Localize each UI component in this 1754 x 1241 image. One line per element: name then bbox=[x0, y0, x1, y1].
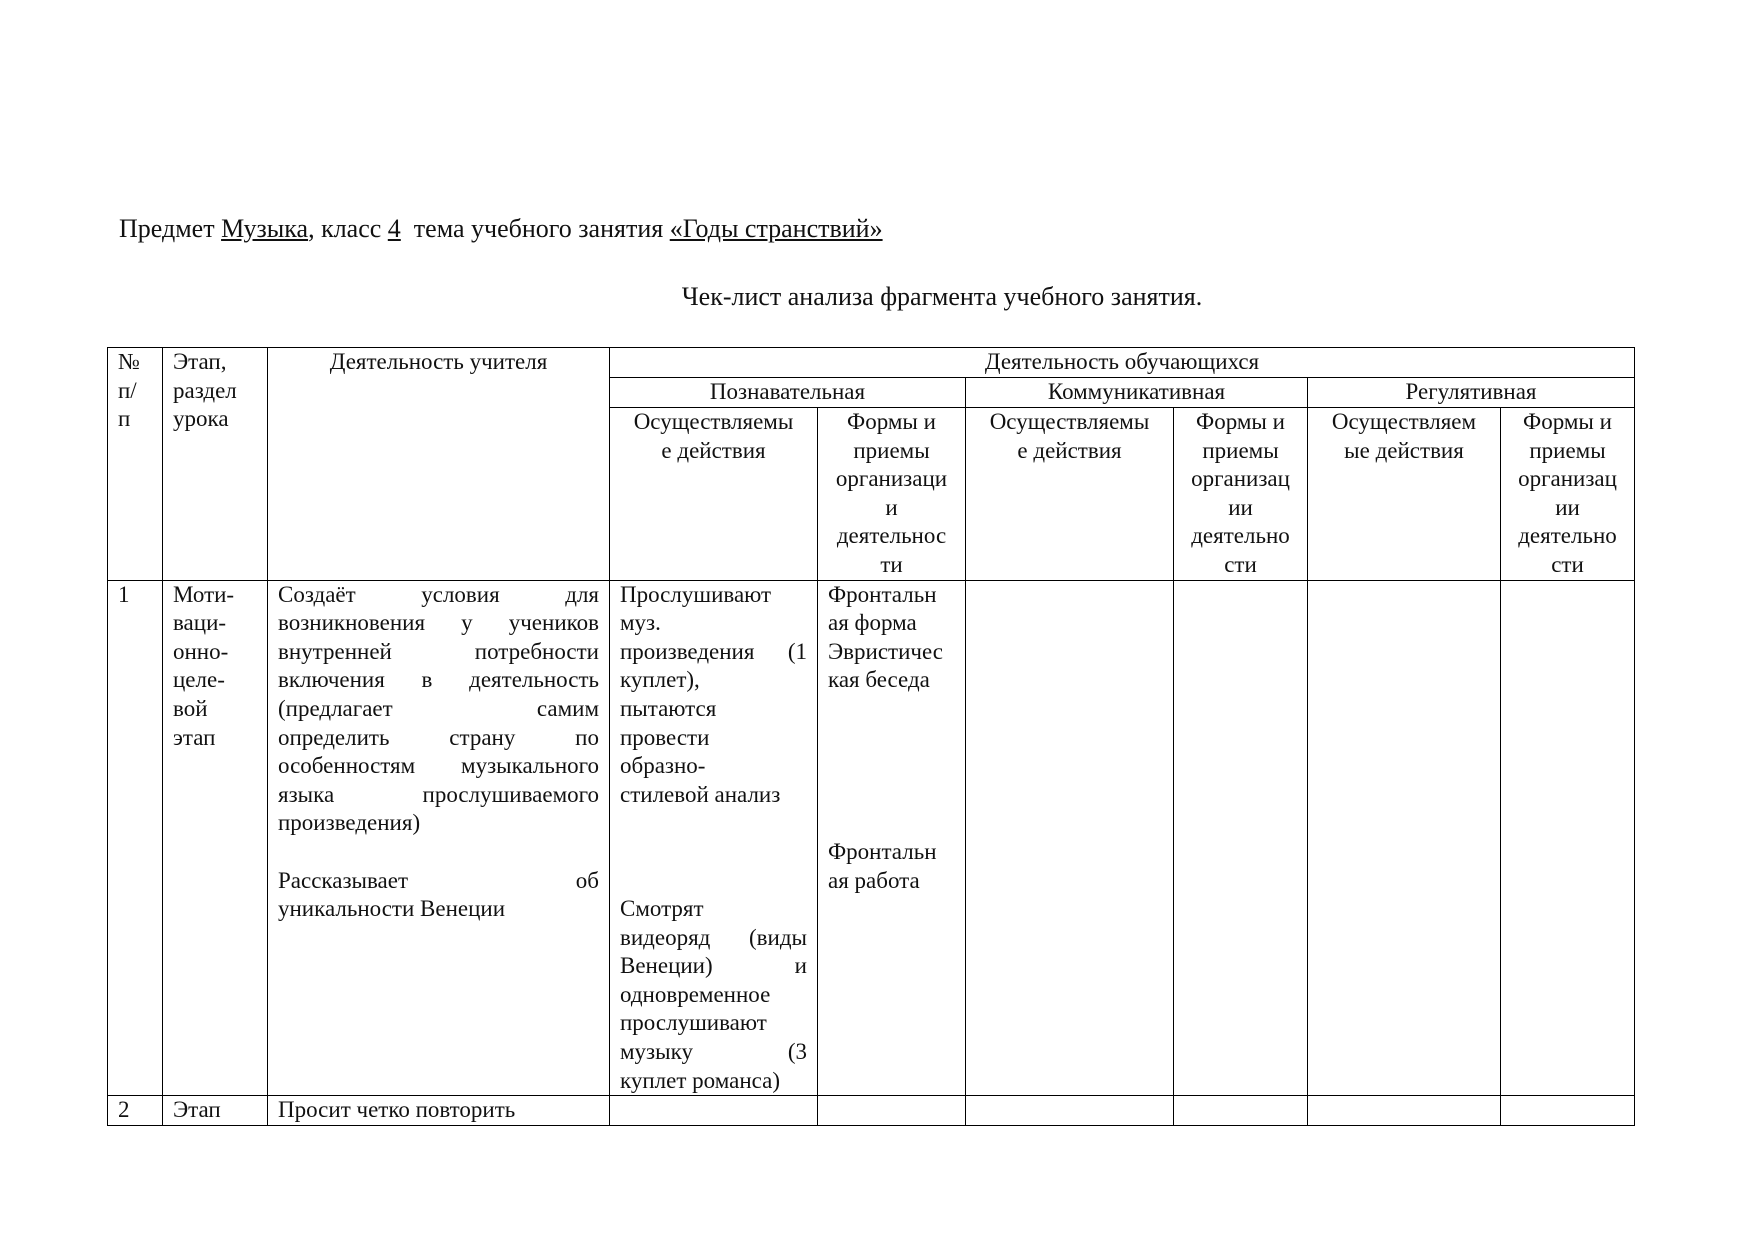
group-cognitive: Познавательная bbox=[610, 378, 966, 408]
checklist-table bbox=[107, 347, 1635, 1126]
row-regulatory-forms bbox=[1501, 580, 1635, 1096]
cell-line: сти bbox=[1224, 551, 1257, 577]
cell-line: п bbox=[118, 406, 131, 432]
sub-forms-cognitive bbox=[818, 408, 966, 581]
cell-line bbox=[620, 809, 807, 838]
cell-line: деятельно bbox=[1191, 523, 1290, 549]
row-communicative-forms bbox=[1174, 1096, 1308, 1126]
cell-line: вой bbox=[173, 695, 208, 721]
row-communicative-forms bbox=[1174, 580, 1308, 1096]
cell-line: сти bbox=[1551, 551, 1584, 577]
cell-line: Формы и bbox=[1523, 409, 1612, 434]
cell-line: особенностям музыкального bbox=[278, 753, 599, 779]
cell-line: приемы bbox=[853, 437, 930, 463]
row-communicative-actions bbox=[966, 580, 1174, 1096]
cell-line: возникновения у учеников bbox=[278, 610, 599, 636]
cell-line bbox=[828, 695, 955, 724]
cell-line: Фронтальн bbox=[828, 581, 937, 607]
cell-line bbox=[620, 838, 807, 867]
cell-line: организаци bbox=[835, 466, 948, 492]
cell-line: Осуществляемы bbox=[633, 409, 794, 434]
cell-line: Венеции) и bbox=[620, 953, 807, 979]
cell-line: № bbox=[118, 349, 140, 374]
row-cognitive-actions bbox=[610, 580, 818, 1096]
cell-line: ваци- bbox=[173, 610, 227, 636]
cell-line: Этап, bbox=[173, 349, 227, 374]
cell-line: провести bbox=[620, 724, 710, 750]
row-number: 1 bbox=[108, 580, 163, 1096]
cell-line: ая работа bbox=[828, 867, 920, 893]
class-label: , класс bbox=[308, 214, 388, 243]
cell-line: Эвристичес bbox=[828, 638, 943, 664]
cell-line: деятельнос bbox=[836, 523, 947, 549]
cell-line: включения в деятельность bbox=[278, 667, 599, 693]
cell-line: пытаются bbox=[620, 695, 717, 721]
row-teacher-activity bbox=[268, 580, 610, 1096]
cell-line bbox=[278, 838, 599, 867]
table-row bbox=[108, 580, 1635, 1096]
row-number: 2 bbox=[108, 1096, 163, 1126]
lesson-header bbox=[119, 212, 883, 246]
header-stage-lines bbox=[173, 348, 257, 434]
cell-line: Осуществляем bbox=[1331, 409, 1477, 434]
cell-line: Фронтальн bbox=[828, 838, 937, 864]
cell-line: кая беседа bbox=[828, 667, 930, 693]
cell-line: ая форма bbox=[828, 610, 917, 636]
cell-line: организац bbox=[1191, 466, 1290, 492]
cell-line: Осуществляемы bbox=[989, 409, 1150, 434]
cell-line: куплет романса) bbox=[620, 1067, 780, 1093]
row-cognitive-actions bbox=[610, 1096, 818, 1126]
cell-line: Просит четко повторить bbox=[278, 1097, 516, 1123]
cell-line: Прослушивают bbox=[620, 581, 772, 607]
cell-line: прослушивают bbox=[620, 1010, 767, 1036]
class-value: 4 bbox=[387, 214, 401, 243]
cell-line: муз. bbox=[620, 610, 661, 636]
cell-line: (предлагает самим bbox=[278, 695, 599, 721]
cell-line: произведения) bbox=[278, 810, 421, 836]
cell-line: стилевой анализ bbox=[620, 781, 781, 807]
header-number bbox=[108, 348, 163, 581]
row-cognitive-forms bbox=[818, 1096, 966, 1126]
cell-line: этап bbox=[173, 724, 216, 750]
document-title: Чек-лист анализа фрагмента учебного занятия. bbox=[681, 282, 1203, 311]
cell-line: урока bbox=[173, 406, 229, 432]
cell-line: уникальности Венеции bbox=[278, 896, 506, 922]
cell-line: Создаёт условия для bbox=[278, 581, 599, 607]
row-regulatory-actions bbox=[1308, 580, 1501, 1096]
cell-line: Рассказывает об bbox=[278, 867, 599, 893]
cell-line: организац bbox=[1518, 466, 1617, 492]
cell-line: ти bbox=[880, 551, 903, 577]
row-stage bbox=[163, 1096, 268, 1126]
row-regulatory-forms bbox=[1501, 1096, 1635, 1126]
cell-line: приемы bbox=[1529, 437, 1606, 463]
cell-line: внутренней потребности bbox=[278, 638, 599, 664]
sub-forms-communicative bbox=[1174, 408, 1308, 581]
header-stage bbox=[163, 348, 268, 581]
topic-value: «Годы странствий» bbox=[669, 214, 883, 243]
cell-line: Этап bbox=[173, 1097, 221, 1123]
cell-line: видеоряд (виды bbox=[620, 924, 807, 950]
cell-line: произведения (1 bbox=[620, 638, 807, 664]
cell-line: е действия bbox=[1017, 437, 1122, 463]
row-communicative-actions bbox=[966, 1096, 1174, 1126]
header-teacher-activity: Деятельность учителя bbox=[268, 348, 610, 581]
cell-line: куплет), bbox=[620, 667, 700, 693]
cell-line: раздел bbox=[173, 377, 237, 403]
cell-line: целе- bbox=[173, 667, 225, 693]
cell-line bbox=[828, 809, 955, 838]
cell-line: Смотрят bbox=[620, 896, 704, 922]
cell-line: ии bbox=[1228, 494, 1253, 520]
cell-line: языка прослушиваемого bbox=[278, 781, 599, 807]
cell-line: музыку (3 bbox=[620, 1039, 807, 1065]
table-row bbox=[108, 1096, 1635, 1126]
cell-line bbox=[828, 724, 955, 753]
subject-value: Музыка bbox=[221, 214, 309, 243]
topic-label: тема учебного занятия bbox=[400, 214, 670, 243]
header-number-lines bbox=[118, 348, 152, 434]
cell-line: Моти- bbox=[173, 581, 235, 607]
cell-line: образно- bbox=[620, 753, 706, 779]
cell-line: и bbox=[885, 494, 898, 520]
row-cognitive-forms bbox=[818, 580, 966, 1096]
cell-line: приемы bbox=[1202, 437, 1279, 463]
cell-line: ии bbox=[1555, 494, 1580, 520]
cell-line: ые действия bbox=[1344, 437, 1464, 463]
cell-line: е действия bbox=[661, 437, 766, 463]
cell-line bbox=[620, 867, 807, 896]
cell-line: определить страну по bbox=[278, 724, 599, 750]
sub-actions-communicative bbox=[966, 408, 1174, 581]
group-communicative: Коммуникативная bbox=[966, 378, 1308, 408]
subject-label: Предмет bbox=[119, 214, 222, 243]
group-regulatory: Регулятивная bbox=[1308, 378, 1635, 408]
header-student-activity: Деятельность обучающихся bbox=[610, 348, 1635, 378]
cell-line bbox=[828, 752, 955, 781]
row-stage bbox=[163, 580, 268, 1096]
cell-line: Формы и bbox=[1196, 409, 1285, 434]
sub-forms-regulatory bbox=[1501, 408, 1635, 581]
cell-line: онно- bbox=[173, 638, 229, 664]
cell-line: одновременное bbox=[620, 981, 771, 1007]
sub-actions-regulatory bbox=[1308, 408, 1501, 581]
cell-line: Формы и bbox=[847, 409, 936, 434]
cell-line: п/ bbox=[118, 377, 137, 403]
sub-actions-cognitive bbox=[610, 408, 818, 581]
row-regulatory-actions bbox=[1308, 1096, 1501, 1126]
cell-line bbox=[828, 781, 955, 810]
cell-line: деятельно bbox=[1518, 523, 1617, 549]
row-teacher-activity bbox=[268, 1096, 610, 1126]
